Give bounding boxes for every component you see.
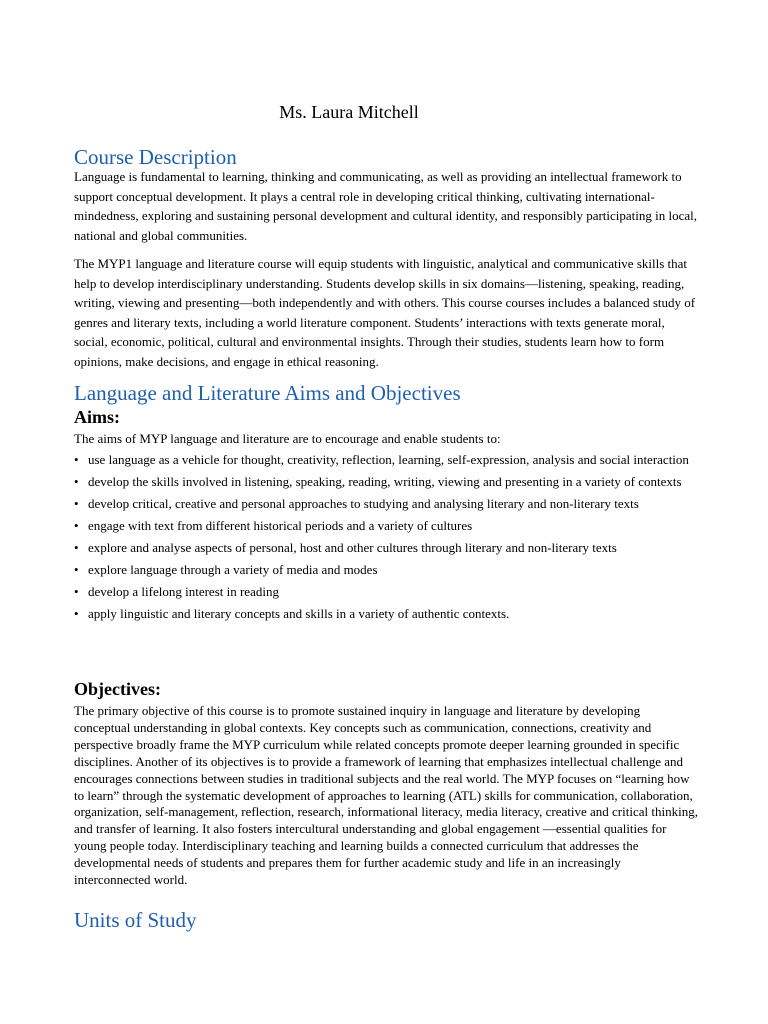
aims-heading: Aims: (74, 407, 120, 427)
aims-list-item (74, 606, 698, 622)
aims-item-text: use language as a vehicle for thought, creativity, reflection, learning, self-expression, analysis and social interaction (88, 452, 689, 467)
teacher-name: Ms. Laura Mitchell (279, 102, 419, 122)
aims-list (74, 452, 698, 628)
bullet-icon: • (74, 452, 79, 467)
aims-item-text: explore language through a variety of media and modes (88, 562, 378, 577)
aims-list-item (74, 540, 698, 556)
course-description-paragraph-1: Language is fundamental to learning, thinking and communicating, as well as providing an intellectual framework to support conceptual development. It plays a central role in developing critical thinking, cultivating international-mindedness, exploring and sustaining personal development and cultural identity, and responsibly participating in local, national and global communities. (74, 169, 698, 243)
aims-list-item (74, 452, 698, 468)
aims-item-text: apply linguistic and literary concepts and skills in a variety of authentic contexts. (88, 606, 510, 621)
aims-item-text: develop a lifelong interest in reading (88, 584, 279, 599)
aims-list-item (74, 584, 698, 600)
aims-intro: The aims of MYP language and literature are to encourage and enable students to: (74, 431, 501, 446)
aims-list-item (74, 518, 698, 534)
aims-item-text: develop the skills involved in listening, speaking, reading, writing, viewing and presenting in a variety of contexts (88, 474, 682, 489)
bullet-icon: • (74, 606, 79, 621)
units-of-study-heading: Units of Study (74, 908, 197, 932)
course-description-heading: Course Description (74, 145, 237, 169)
course-description-paragraph-2: The MYP1 language and literature course will equip students with linguistic, analytical and communicative skills that help to develop interdisciplinary understanding. Students develop skills in six domains—listening, speaking, reading, writing, viewing and presenting—both independently and with others. This course courses includes a balanced study of genres and literary texts, including a world literature component. Students’ interactions with texts generate moral, social, economic, political, cultural and environmental insights. Through their studies, students learn how to form opinions, make decisions, and engage in ethical reasoning. (74, 256, 696, 369)
aims-item-text: develop critical, creative and personal approaches to studying and analysing literary and non-literary texts (88, 496, 639, 511)
objectives-paragraph: The primary objective of this course is to promote sustained inquiry in language and literature by developing conceptual understanding in global contexts. Key concepts such as communication, connections, creativity and perspective broadly frame the MYP curriculum while related concepts promote deeper learning grounded in specific disciplines. Another of its objectives is to provide a framework of learning that emphasizes intellectual challenge and encourages connections between studies in traditional subjects and the real world. The MYP focuses on “learning how to learn” through the systematic development of approaches to learning (ATL) skills for communication, collaboration, organization, self-management, reflection, research, informational literacy, media literacy, creative and critical thinking, and transfer of learning. It also fosters intercultural understanding and global engagement —essential qualities for young people today. Interdisciplinary teaching and learning builds a connected curriculum that addresses the developmental needs of students and prepares them for further academic study and life in an increasingly interconnected world. (74, 703, 698, 888)
aims-list-item (74, 562, 698, 578)
aims-list-item (74, 496, 698, 512)
bullet-icon: • (74, 540, 79, 555)
aims-objectives-heading: Language and Literature Aims and Objectives (74, 381, 461, 405)
bullet-icon: • (74, 474, 79, 489)
bullet-icon: • (74, 584, 79, 599)
aims-item-text: explore and analyse aspects of personal, host and other cultures through literary and non-literary texts (88, 540, 617, 555)
aims-item-text: engage with text from different historical periods and a variety of cultures (88, 518, 473, 533)
aims-list-item (74, 474, 698, 490)
bullet-icon: • (74, 496, 79, 511)
bullet-icon: • (74, 562, 79, 577)
objectives-heading: Objectives: (74, 679, 161, 699)
bullet-icon: • (74, 518, 79, 533)
